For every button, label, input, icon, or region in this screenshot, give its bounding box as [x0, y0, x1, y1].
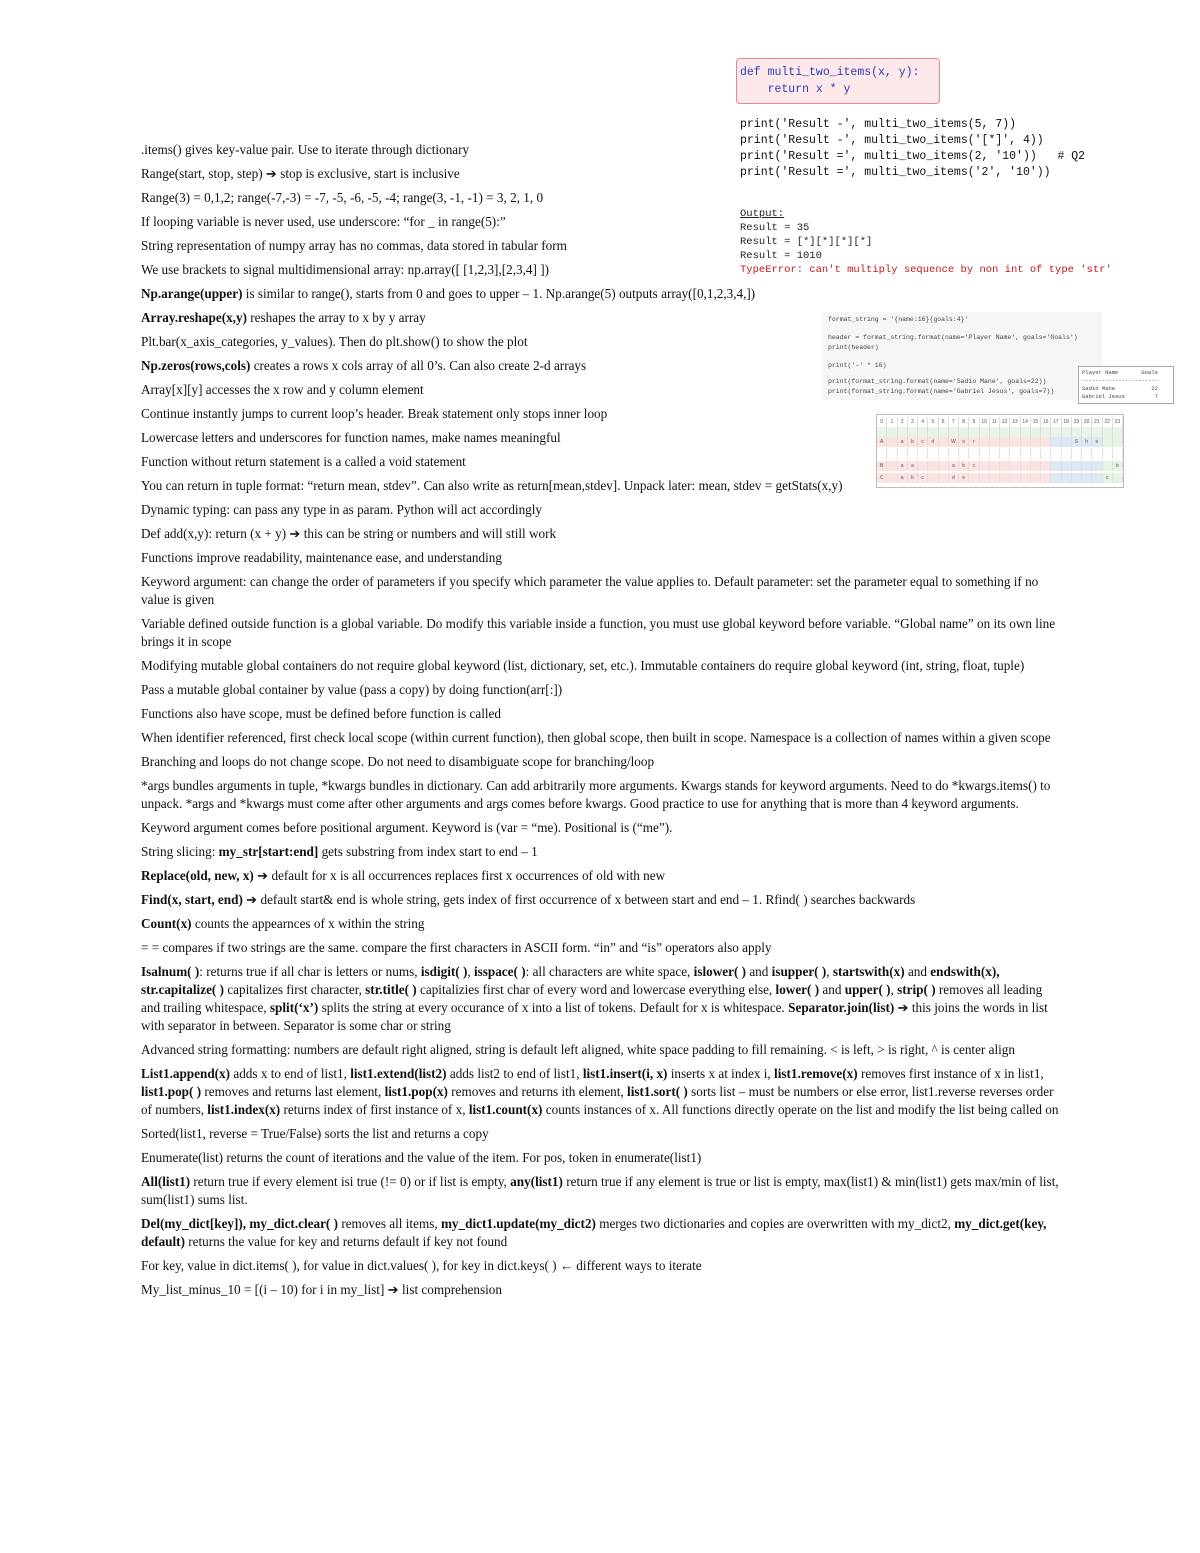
note-keyword: Del(my_dict[key]), my_dict.clear( ) [141, 1216, 339, 1231]
grid-cell [1082, 461, 1092, 471]
note-keyword: isspace( ) [473, 964, 526, 979]
note-line [141, 963, 1061, 1035]
grid-cell: 12 [1000, 417, 1010, 427]
grid-cell [1103, 437, 1113, 447]
note-keyword: list1.index(x) [207, 1102, 281, 1117]
note-text: ➔ default for x is all occurrences replaces first x occurrences of old with new [253, 868, 666, 883]
grid-cell [1082, 473, 1092, 483]
grid-cell: o [959, 437, 969, 447]
note-text: and [746, 964, 772, 979]
output-line: Result = 1010 [740, 250, 822, 262]
grid-cell: c [969, 461, 979, 471]
note-line [141, 1041, 1061, 1059]
note-text: Range(start, stop, step) ➔ stop is exclusive, start is inclusive [141, 166, 460, 181]
print-line: print('Result =', multi_two_items(2, '10')) # Q2 [740, 150, 1086, 163]
grid-cell [1072, 461, 1082, 471]
note-text: Branching and loops do not change scope. Do not need to disambiguate scope for branching/loop [141, 754, 655, 769]
grid-cell: C [877, 473, 887, 483]
note-line [141, 429, 1061, 447]
note-text: : all characters are white space, [525, 964, 694, 979]
grid-cell [1062, 461, 1072, 471]
note-line [141, 819, 1061, 837]
note-text: capitalizes first character, [224, 982, 366, 997]
grid-cell: B [877, 461, 887, 471]
grid-cell [1113, 449, 1123, 459]
note-line [141, 615, 1061, 651]
grid-cell [1082, 449, 1092, 459]
note-text: Sorted(list1, reverse = True/False) sorts the list and returns a copy [141, 1126, 489, 1141]
note-text: creates a rows x cols array of all 0’s. Can also create 2-d arrays [250, 358, 587, 373]
note-text: removes all items, [338, 1216, 441, 1231]
note-text: ➔ default start& end is whole string, gets index of first occurrence of x between start and end – 1. Rfind( ) searches backwards [242, 892, 916, 907]
note-keyword: isdigit( ) [420, 964, 468, 979]
note-text: sorts list – must be numbers or else error, list1.reverse reverses order of numbers, [141, 1084, 1054, 1117]
grid-cell: a [898, 437, 908, 447]
grid-cell: 21 [1092, 417, 1102, 427]
code-line: print(format_string.format(name='Gabriel Jesus', goals=7)) [828, 388, 1055, 395]
note-line [141, 753, 1061, 771]
note-line [141, 1215, 1061, 1251]
note-text: Pass a mutable global container by value (pass a copy) by doing function(arr[:]) [141, 682, 563, 697]
note-text: Dynamic typing: can pass any type in as param. Python will act accordingly [141, 502, 543, 517]
grid-cell: 4 [918, 417, 928, 427]
grid-cell: 3 [908, 417, 918, 427]
grid-cell: e [1092, 437, 1102, 447]
note-text: Continue instantly jumps to current loop’s header. Break statement only stops inner loop [141, 406, 608, 421]
grid-cell [1092, 427, 1102, 437]
note-line [141, 453, 1061, 471]
note-text: , [467, 964, 474, 979]
note-text: and [819, 982, 845, 997]
note-text: ➔ this joins the words in list with separator in between. Separator is some char or string [141, 1000, 1048, 1033]
function-definition-box [736, 58, 940, 104]
note-text: When identifier referenced, first check local scope (within current function), then global scope, then built in scope. Namespace is a collection of names within a given scope [141, 730, 1051, 745]
note-keyword: strip( ) [897, 982, 936, 997]
note-line [141, 1257, 1061, 1275]
grid-cell [1062, 449, 1072, 459]
grid-cell: h [1082, 437, 1092, 447]
note-line [141, 1173, 1061, 1209]
note-keyword: any(list1) [510, 1174, 563, 1189]
table-row: Player Name Goals [1082, 369, 1158, 376]
note-keyword: islower( ) [693, 964, 747, 979]
note-keyword: Find(x, start, end) [141, 892, 243, 907]
note-line [141, 501, 1061, 519]
grid-cell: b [908, 473, 918, 483]
print-line: print('Result =', multi_two_items('2', '10')) [740, 166, 1051, 179]
note-line [141, 777, 1061, 813]
note-text: Enumerate(list) returns the count of iterations and the value of the item. For pos, token in enumerate(list1) [141, 1150, 702, 1165]
code-line: print('-' * 16) [828, 362, 887, 369]
grid-cell [1062, 473, 1072, 483]
return-line: return x * y [740, 83, 851, 96]
note-line [141, 165, 1061, 183]
note-line [141, 729, 1061, 747]
code-line: print(header) [828, 344, 879, 351]
note-line [141, 333, 1061, 351]
grid-cell: 22 [1103, 417, 1113, 427]
note-text: *args bundles arguments in tuple, *kwargs bundles in dictionary. Can add arbitrarily more arguments. Kwargs stands for keyword arguments. Need to do *kwargs.items() to unpack. *args and *kwargs must come after other arguments and args comes before kwargs. Good practice to use for anything that is more than 4 keyword arguments. [141, 778, 1051, 811]
notes-body [141, 141, 1061, 1305]
note-text: is similar to range(), starts from 0 and goes to upper – 1. Np.arange(5) outputs array([0,1,2,3,4,]) [242, 286, 756, 301]
note-text: Range(3) = 0,1,2; range(-7,-3) = -7, -5, -6, -5, -4; range(3, -1, -1) = 3, 2, 1, 0 [141, 190, 544, 205]
grid-cell [1072, 449, 1082, 459]
note-keyword: list1.extend(list2) [350, 1066, 447, 1081]
note-text: gets substring from index start to end – 1 [318, 844, 538, 859]
grid-cell: A [877, 437, 887, 447]
grid-cell: b [1113, 461, 1123, 471]
note-line [141, 843, 1061, 861]
grid-cell: 1 [887, 417, 897, 427]
note-text: adds list2 to end of list1, [446, 1066, 583, 1081]
note-keyword: Count(x) [141, 916, 192, 931]
grid-cell: 11 [990, 417, 1000, 427]
note-line [141, 189, 1061, 207]
code-line: format_string = '{name:16}{goals:4}' [828, 316, 969, 323]
note-text: Variable defined outside function is a global variable. Do modify this variable inside a function, you must use global keyword before variable. “Global name” on its own line brings it in scope [141, 616, 1056, 649]
note-line [141, 867, 1061, 885]
note-keyword: Np.zeros(rows,cols) [141, 358, 251, 373]
table-row: ----------------------- [1082, 377, 1158, 384]
note-text: removes and returns last element, [201, 1084, 385, 1099]
note-text: .items() gives key-value pair. Use to iterate through dictionary [141, 142, 470, 157]
note-text: removes and returns ith element, [447, 1084, 628, 1099]
note-text: Array[x][y] accesses the x row and y column element [141, 382, 424, 397]
note-line [141, 405, 1061, 423]
grid-cell: 6 [939, 417, 949, 427]
note-keyword: list1.pop( ) [141, 1084, 202, 1099]
note-text: Def add(x,y): return (x + y) ➔ this can be string or numbers and will still work [141, 526, 557, 541]
note-text: Functions improve readability, maintenance ease, and understanding [141, 550, 502, 565]
grid-cell: r [969, 437, 979, 447]
note-line [141, 549, 1061, 567]
grid-cell: 0 [877, 417, 887, 427]
note-text: inserts x at index i, [667, 1066, 775, 1081]
table-row: Gabriel Jesus 7 [1082, 393, 1158, 400]
note-line [141, 525, 1061, 543]
grid-cell: 10 [980, 417, 990, 427]
grid-cell [1103, 449, 1113, 459]
note-line [141, 891, 1061, 909]
note-keyword: endswith(x), str.capitalize( ) [141, 964, 1000, 997]
note-text: counts the appearnces of x within the string [191, 916, 425, 931]
note-keyword: my_dict.get(key, default) [141, 1216, 1047, 1249]
note-keyword: All(list1) [141, 1174, 191, 1189]
note-line [141, 915, 1061, 933]
grid-cell [1062, 427, 1072, 437]
note-text: We use brackets to signal multidimensional array: np.array([ [1,2,3],[2,3,4] ]) [141, 262, 549, 277]
grid-cell: 15 [1031, 417, 1041, 427]
note-line [141, 1281, 1061, 1299]
grid-cell [1092, 461, 1102, 471]
note-line [141, 1149, 1061, 1167]
note-text: If looping variable is never used, use underscore: “for _ in range(5):” [141, 214, 506, 229]
note-text: = = compares if two strings are the same. compare the first characters in ASCII form. “in” and “is” operators also apply [141, 940, 772, 955]
note-line [141, 681, 1061, 699]
note-keyword: Np.arange(upper) [141, 286, 243, 301]
note-text: capitalizies first char of every word and lowercase everything else, [416, 982, 776, 997]
def-line: def multi_two_items(x, y): [740, 66, 920, 79]
grid-cell: a [908, 461, 918, 471]
note-text: You can return in tuple format: “return mean, stdev”. Can also write as return[mean,stdev]. Unpack later: mean, stdev = getStats(x,y) [141, 478, 843, 493]
note-line [141, 261, 1061, 279]
note-keyword: split(‘x’) [269, 1000, 319, 1015]
note-text: My_list_minus_10 = [(i – 10) for i in my_list] ➔ list comprehension [141, 1282, 502, 1297]
note-text: String slicing: [141, 844, 219, 859]
note-text: : returns true if all char is letters or nums, [199, 964, 421, 979]
note-text: Plt.bar(x_axis_categories, y_values). Then do plt.show() to show the plot [141, 334, 528, 349]
note-text: merges two dictionaries and copies are overwritten with my_dict2, [595, 1216, 955, 1231]
grid-cell [1103, 427, 1113, 437]
grid-cell: 17 [1051, 417, 1061, 427]
note-line [141, 381, 1061, 399]
code-line: print(format_string.format(name='Sadio Mane', goals=22)) [828, 378, 1047, 385]
output-line: Result = 35 [740, 222, 810, 234]
grid-cell: W [949, 437, 959, 447]
note-text: String representation of numpy array has no commas, data stored in tabular form [141, 238, 567, 253]
output-label: Output: [740, 208, 785, 220]
grid-cell: b [908, 437, 918, 447]
note-keyword: upper( ) [844, 982, 891, 997]
error-line: TypeError: can't multiply sequence by non int of type 'str' [740, 264, 1112, 276]
grid-cell: 23 [1113, 417, 1123, 427]
print-line: print('Result -', multi_two_items(5, 7)) [740, 118, 1017, 131]
note-text: removes first instance of x in list1, [857, 1066, 1044, 1081]
grid-cell: 16 [1041, 417, 1051, 427]
note-keyword: list1.pop(x) [384, 1084, 448, 1099]
grid-cell [1113, 437, 1123, 447]
grid-cell: 2 [898, 417, 908, 427]
note-text: and [904, 964, 931, 979]
note-text: counts instances of x. All functions directly operate on the list and modify the list being called on [542, 1102, 1059, 1117]
output-line: Result = [*][*][*][*] [740, 236, 873, 248]
grid-cell [1103, 461, 1113, 471]
grid-cell [1072, 427, 1082, 437]
note-keyword: Array.reshape(x,y) [141, 310, 247, 325]
grid-cell: b [959, 461, 969, 471]
grid-cell: e [959, 473, 969, 483]
note-text: return true if any element is true or list is empty, max(list1) & min(list1) gets max/min of list, sum(list1) sums list. [141, 1174, 1059, 1207]
table-row: Sadio Mane 22 [1082, 385, 1158, 392]
note-keyword: list1.insert(i, x) [582, 1066, 668, 1081]
note-text: Functions also have scope, must be defined before function is called [141, 706, 501, 721]
note-keyword: isupper( ) [771, 964, 827, 979]
note-text: Keyword argument comes before positional argument. Keyword is (var = “me). Positional is (“me”). [141, 820, 673, 835]
note-keyword: list1.sort( ) [627, 1084, 688, 1099]
note-text: , [826, 964, 833, 979]
note-keyword: list1.remove(x) [774, 1066, 858, 1081]
note-text: Lowercase letters and underscores for function names, make names meaningful [141, 430, 561, 445]
grid-cell: 7 [949, 417, 959, 427]
grid-cell [1072, 473, 1082, 483]
note-keyword: Replace(old, new, x) [141, 868, 254, 883]
grid-cell [1113, 473, 1123, 483]
note-line [141, 141, 1061, 159]
grid-cell: 5 [928, 417, 938, 427]
note-line [141, 573, 1061, 609]
code-line: header = format_string.format(name='Player Name', goals='Goals') [828, 334, 1078, 341]
grid-cell: d [928, 437, 938, 447]
grid-cell: d [949, 473, 959, 483]
note-keyword: Isalnum( ) [141, 964, 200, 979]
grid-cell: 20 [1082, 417, 1092, 427]
grid-cell [1082, 427, 1092, 437]
note-line [141, 309, 1061, 327]
note-keyword: List1.append(x) [141, 1066, 231, 1081]
note-line [141, 657, 1061, 675]
grid-cell: c [918, 437, 928, 447]
note-keyword: Separator.join(list) [788, 1000, 895, 1015]
note-line [141, 285, 1061, 303]
grid-cell: a [898, 473, 908, 483]
note-text: return true if every element isi true (!= 0) or if list is empty, [190, 1174, 511, 1189]
note-text: splits the string at every occurance of x into a list of tokens. Default for x is whitespace. [318, 1000, 789, 1015]
note-keyword: list1.count(x) [468, 1102, 543, 1117]
note-text: reshapes the array to x by y array [246, 310, 426, 325]
note-line [141, 705, 1061, 723]
grid-cell: 14 [1021, 417, 1031, 427]
note-text: For key, value in dict.items( ), for value in dict.values( ), for key in dict.keys( ) ← different ways to iterate [141, 1258, 702, 1273]
grid-cell [1092, 473, 1102, 483]
note-keyword: startswith(x) [832, 964, 905, 979]
note-text: Modifying mutable global containers do not require global keyword (list, dictionary, set, etc.). Immutable containers do require global keyword (int, string, float, tuple) [141, 658, 1025, 673]
grid-cell [1092, 449, 1102, 459]
note-text: , [890, 982, 898, 997]
note-text: Function without return statement is a called a void statement [141, 454, 466, 469]
grid-cell: S [1072, 437, 1082, 447]
note-text: returns index of first instance of x, [280, 1102, 469, 1117]
grid-cell: c [1103, 473, 1113, 483]
note-text: removes all leading and trailing whitespace, [141, 982, 1043, 1015]
grid-cell [1113, 427, 1123, 437]
grid-cell: 18 [1062, 417, 1072, 427]
note-text: returns the value for key and returns default if key not found [184, 1234, 508, 1249]
note-keyword: my_dict1.update(my_dict2) [440, 1216, 596, 1231]
note-text: adds x to end of list1, [230, 1066, 351, 1081]
note-line [141, 213, 1061, 231]
grid-cell: c [918, 473, 928, 483]
grid-cell: 8 [959, 417, 969, 427]
grid-cell [1062, 437, 1072, 447]
note-line [141, 237, 1061, 255]
grid-cell: 9 [969, 417, 979, 427]
note-line [141, 1065, 1061, 1119]
grid-cell: a [949, 461, 959, 471]
note-line [141, 1125, 1061, 1143]
note-line [141, 477, 1061, 495]
note-text: Advanced string formatting: numbers are default right aligned, string is default left aligned, white space padding to fill remaining. < is left, > is right, ^ is center align [141, 1042, 1015, 1057]
note-keyword: my_str[start:end] [218, 844, 319, 859]
grid-cell: a [898, 461, 908, 471]
output-table [1078, 366, 1174, 404]
note-keyword: lower( ) [775, 982, 820, 997]
grid-cell: 13 [1010, 417, 1020, 427]
note-keyword: str.title( ) [365, 982, 417, 997]
print-line: print('Result -', multi_two_items('[*]', 4)) [740, 134, 1044, 147]
grid-cell: 19 [1072, 417, 1082, 427]
note-line [141, 357, 1061, 375]
note-text: Keyword argument: can change the order of parameters if you specify which parameter the value applies to. Default parameter: set the parameter equal to something if no value is given [141, 574, 1039, 607]
note-line [141, 939, 1061, 957]
